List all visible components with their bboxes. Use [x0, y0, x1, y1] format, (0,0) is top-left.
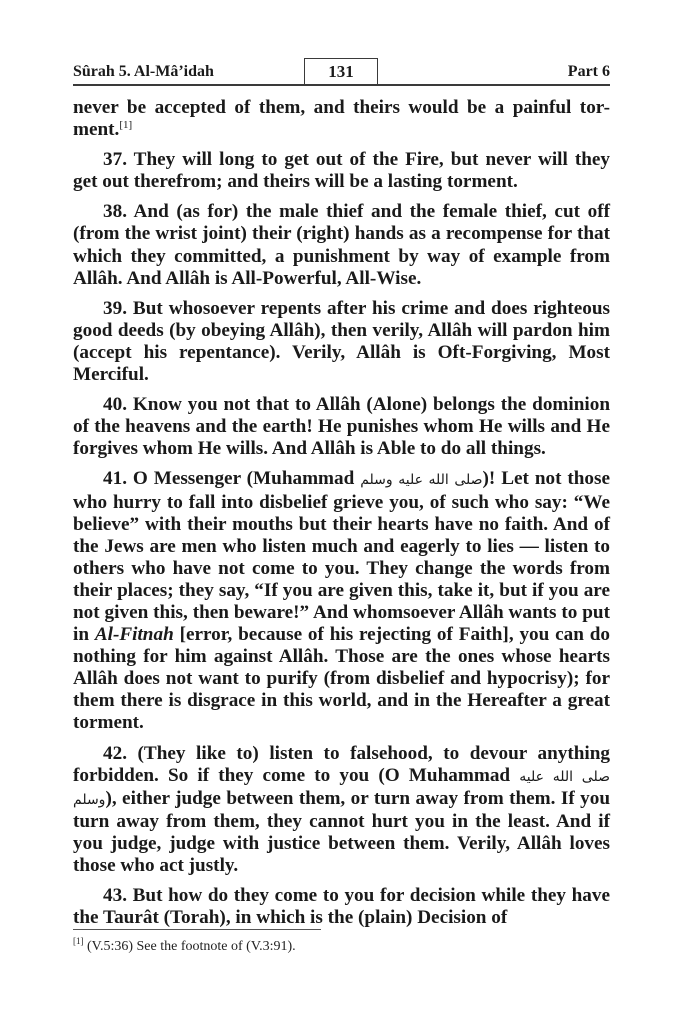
verse-40 — [73, 394, 610, 460]
arabic-salutation: صلى الله عليه وسلم — [73, 768, 610, 808]
verse-text: And (as for) the male thief and the female thief, cut off (from the wrist joint) their (right) hands as a recompense for that which they committed, a punishment by way of example from Allâh. And Allâh is All-Powerful, All-Wise. — [73, 201, 610, 289]
footnote-text: (V.5:36) See the footnote of (V.3:91). — [87, 939, 296, 954]
page-number: 131 — [304, 58, 378, 84]
verse-number: 42. — [103, 742, 127, 764]
verse-number: 38. — [103, 201, 127, 223]
part-label: Part 6 — [567, 63, 610, 80]
footnote — [73, 936, 296, 955]
verse-text: But how do they come to you for decision while they have the Taurât (Torah), in which is the (plain) Decision of — [73, 885, 610, 929]
footnote-divider — [73, 929, 321, 930]
verse-43 — [73, 885, 610, 929]
verse-number: 37. — [103, 149, 127, 171]
continuation-text: never be accepted of them, and theirs would be a painful tor-ment. — [73, 97, 610, 141]
footnote-ref[interactable]: [1] — [119, 119, 133, 132]
verse-text: They will long to get out of the Fire, but never will they get out therefrom; and theirs will be a lasting torment. — [73, 149, 611, 193]
verse-text-b: ), either judge between them, or turn away from them. If you turn away from them, they cannot hurt you in the least. And if you judge, judge with justice between them. Verily, Allâh loves those who act justly. — [73, 787, 610, 876]
verse-text: Know you not that to Allâh (Alone) belongs the dominion of the heavens and the earth! He punishes whom He wills and He forgives whom He wills. And Allâh is Able to do all things. — [73, 394, 611, 460]
verse-text-b: )! Let not those who hurry to fall into disbelief grieve you, of such who say: “We believe” with their mouths but their hearts have no faith. And of the Jews are men who listen much and eagerly to lies — listen to others who have not come to you. They change the words from their places; they say, “If you are given this, take it, but if you are not given this, then beware!” And whomsoever Allâh wants to put in — [73, 468, 611, 646]
continuation-paragraph — [73, 97, 610, 141]
page-body — [73, 97, 610, 937]
running-header — [73, 58, 610, 86]
verse-text-c: [error, because of his rejecting of Faith], you can do nothing for him against Allâh. Those are the ones whose hearts Allâh does not want to purify (from disbelief and hypocrisy); for them there is disgrace in this world, and in the Hereafter a great torment. — [73, 624, 610, 734]
verse-37 — [73, 149, 610, 193]
surah-title: Sûrah 5. Al-Mâ’idah — [73, 63, 214, 80]
italic-term: Al-Fitnah — [94, 624, 174, 646]
footnote-marker: [1] — [73, 936, 84, 946]
verse-38 — [73, 201, 610, 289]
verse-42 — [73, 743, 610, 878]
arabic-salutation: صلى الله عليه وسلم — [360, 472, 483, 489]
verse-text: But whosoever repents after his crime and does righteous good deeds (by obeying Allâh), then verily, Allâh will pardon him (accept his repentance). Verily, Allâh is Oft-Forgiving, Most Merciful. — [73, 297, 610, 386]
verse-39 — [73, 298, 610, 386]
verse-41 — [73, 468, 610, 734]
verse-number: 39. — [103, 297, 127, 319]
verse-text-a: O Messenger (Muhammad — [132, 468, 361, 490]
verse-number: 41. — [103, 468, 127, 490]
verse-text-a: (They like to) listen to falsehood, to devour anything forbidden. So if they come to you (O Muhammad — [73, 742, 611, 786]
verse-number: 43. — [103, 885, 127, 907]
verse-number: 40. — [103, 394, 127, 416]
